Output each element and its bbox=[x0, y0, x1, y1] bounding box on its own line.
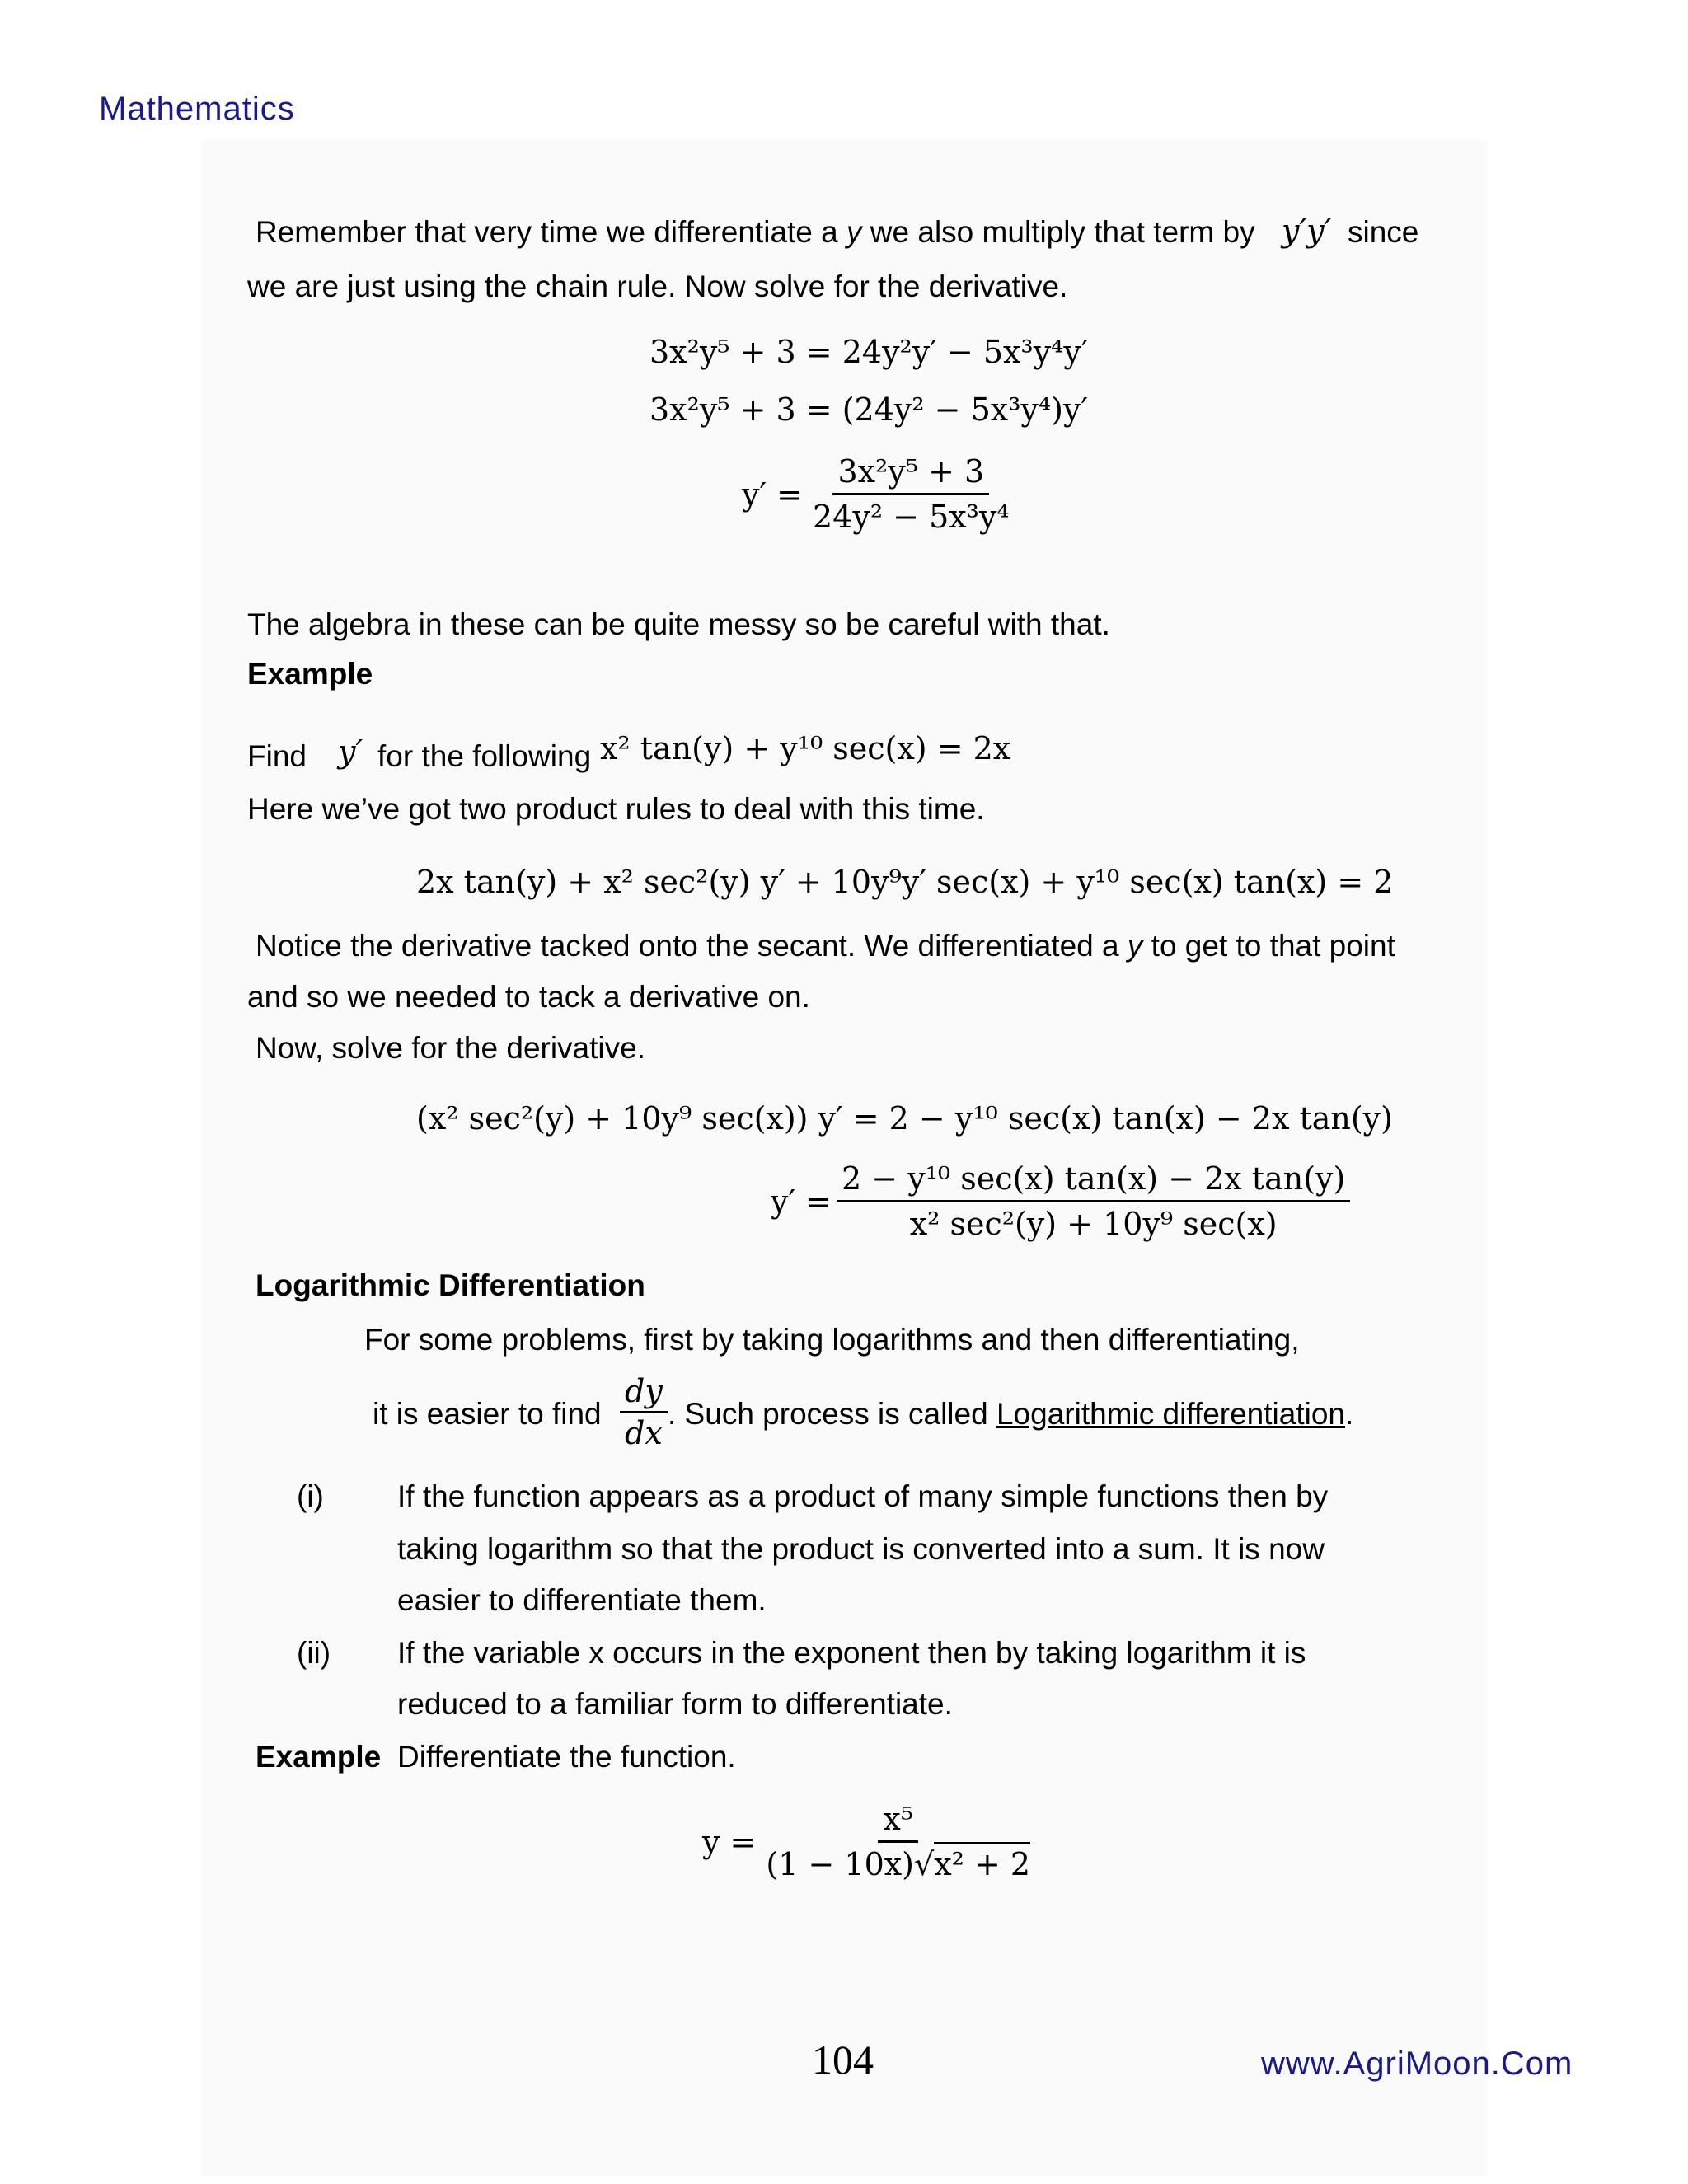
list-item-line: If the variable x occurs in the exponent then by taking logarithm it is bbox=[397, 1636, 1306, 1670]
equation-lhs: y′ = bbox=[771, 1183, 832, 1220]
page-header-title: Mathematics bbox=[99, 91, 295, 127]
example-label: Example bbox=[247, 657, 373, 691]
equation-fraction bbox=[742, 453, 1020, 535]
equation-fraction bbox=[771, 1160, 1355, 1242]
list-marker: (i) bbox=[297, 1479, 324, 1513]
paragraph-line: Differentiate the function. bbox=[397, 1740, 736, 1774]
paragraph-line: The algebra in these can be quite messy so be careful with that. bbox=[247, 607, 1110, 641]
page-number: 104 bbox=[812, 2036, 874, 2083]
equation-line: 3x²y⁵ + 3 = 24y²y′ − 5x³y⁴y′ bbox=[649, 334, 1089, 370]
fraction-numerator: 3x²y⁵ + 3 bbox=[832, 453, 989, 495]
fraction bbox=[837, 1160, 1350, 1242]
fraction-denominator: x² sec²(y) + 10y⁹ sec(x) bbox=[909, 1206, 1278, 1242]
inline-math: y′ bbox=[338, 733, 363, 770]
list-marker: (ii) bbox=[297, 1636, 331, 1670]
fraction-denominator: dx bbox=[625, 1415, 663, 1451]
paragraph-line: we are just using the chain rule. Now solve for the derivative. bbox=[247, 269, 1068, 303]
paragraph-line bbox=[668, 1398, 1353, 1432]
paragraph-line bbox=[256, 216, 1255, 250]
paragraph-line: and so we needed to tack a derivative on. bbox=[247, 980, 810, 1014]
text-span: Find bbox=[247, 739, 307, 773]
text-span: to get to that point bbox=[1142, 929, 1395, 963]
list-item-line: If the function appears as a product of many simple functions then by bbox=[397, 1479, 1329, 1513]
paragraph-line: For some problems, first by taking logarithms and then differentiating, bbox=[364, 1323, 1300, 1357]
italic-variable: y bbox=[1127, 929, 1143, 963]
text-span: Notice the derivative tacked onto the secant. We differentiated a bbox=[256, 929, 1128, 963]
list-item-line: taking logarithm so that the product is converted into a sum. It is now bbox=[397, 1532, 1325, 1566]
fraction bbox=[761, 1801, 1035, 1882]
sqrt-radicand: x² + 2 bbox=[934, 1842, 1030, 1882]
text-span: we also multiply that term by bbox=[861, 215, 1255, 249]
italic-variable: y bbox=[846, 215, 862, 249]
fraction-numerator: dy bbox=[620, 1373, 668, 1413]
underlined-term: Logarithmic differentiation bbox=[996, 1397, 1345, 1431]
text-span: . bbox=[1344, 1397, 1354, 1431]
section-heading: Logarithmic Differentiation bbox=[256, 1268, 645, 1302]
dy-dx-fraction bbox=[620, 1373, 668, 1451]
equation-lhs: y = bbox=[702, 1823, 757, 1860]
fraction-denominator bbox=[761, 1843, 1035, 1882]
text-span: Remember that very time we differentiate a bbox=[256, 215, 847, 249]
equation-line: 2x tan(y) + x² sec²(y) y′ + 10y⁹y′ sec(x) + y¹⁰ sec(x) tan(x) = 2 bbox=[416, 864, 1394, 900]
footer-website: www.AgriMoon.Com bbox=[1261, 2046, 1573, 2082]
inline-equation: x² tan(y) + y¹⁰ sec(x) = 2x bbox=[600, 730, 1011, 766]
paragraph-line: Now, solve for the derivative. bbox=[256, 1031, 645, 1065]
equation-line: 3x²y⁵ + 3 = (24y² − 5x³y⁴)y′ bbox=[649, 391, 1089, 428]
text-span: since bbox=[1348, 215, 1419, 249]
fraction-numerator: 2 − y¹⁰ sec(x) tan(x) − 2x tan(y) bbox=[837, 1160, 1350, 1202]
inline-math: y′y′ bbox=[1282, 213, 1332, 249]
fraction-denominator: 24y² − 5x³y⁴ bbox=[813, 499, 1010, 535]
paragraph-line bbox=[256, 930, 1395, 963]
equation-line: (x² sec²(y) + 10y⁹ sec(x)) y′ = 2 − y¹⁰ sec(x) tan(x) − 2x tan(y) bbox=[416, 1100, 1393, 1137]
text-span: it is easier to find bbox=[373, 1397, 602, 1431]
text-span: . Such process is called bbox=[668, 1397, 996, 1431]
fraction-numerator: x⁵ bbox=[878, 1801, 918, 1843]
denominator-factor: (1 − 10x) bbox=[766, 1846, 914, 1882]
list-item-line: easier to differentiate them. bbox=[397, 1583, 767, 1617]
equation-lhs: y′ = bbox=[742, 476, 804, 513]
sqrt-symbol: √ bbox=[914, 1846, 935, 1882]
text-span: for the following bbox=[377, 739, 592, 773]
paragraph-line: Here we’ve got two product rules to deal with this time. bbox=[247, 792, 985, 826]
equation-fraction bbox=[702, 1801, 1040, 1882]
list-item-line: reduced to a familiar form to differentiate. bbox=[397, 1687, 953, 1721]
fraction bbox=[808, 453, 1015, 535]
example-label: Example bbox=[256, 1740, 382, 1774]
